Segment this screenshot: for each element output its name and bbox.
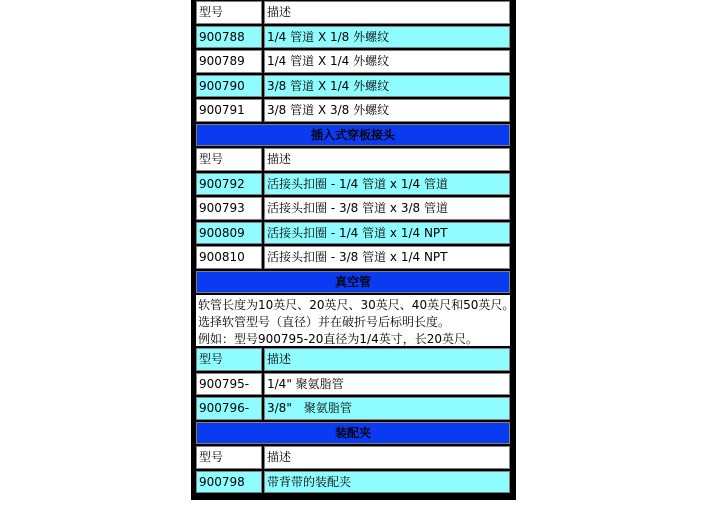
model-cell: 900810 <box>196 246 262 269</box>
desc-cell: 活接头扣圈 - 3/8 管道 x 1/4 NPT <box>264 246 510 269</box>
model-cell: 900796- <box>196 397 262 420</box>
model-cell: 900809 <box>196 222 262 245</box>
desc-cell: 3/8 管道 X 1/4 外螺纹 <box>264 75 510 98</box>
header-model: 型号 <box>196 148 262 171</box>
model-cell: 900791 <box>196 99 262 122</box>
section-header <box>194 270 512 295</box>
model-cell: 900788 <box>196 26 262 49</box>
note-block <box>196 295 515 346</box>
header-desc: 描述 <box>264 446 510 469</box>
desc-cell: 带背带的装配夹 <box>264 471 510 494</box>
table-row <box>194 98 512 123</box>
note-line: 软管长度为10英尺、20英尺、30英尺、40英尺和50英尺。 <box>198 298 515 312</box>
model-cell: 900792 <box>196 173 262 196</box>
table-header-row <box>194 0 512 25</box>
table-header-row <box>194 347 512 372</box>
desc-cell: 3/8" 聚氨脂管 <box>264 397 510 420</box>
desc-cell: 活接头扣圈 - 3/8 管道 x 3/8 管道 <box>264 197 510 220</box>
model-cell: 900798 <box>196 471 262 494</box>
note-line: 例如：型号900795-20直径为1/4英寸，长20英尺。 <box>198 332 478 346</box>
section-header <box>194 421 512 446</box>
note-line: 选择软管型号（直径）并在破折号后标明长度。 <box>198 315 451 329</box>
desc-cell: 活接头扣圈 - 1/4 管道 x 1/4 管道 <box>264 173 510 196</box>
table-row <box>194 372 512 397</box>
desc-cell: 1/4 管道 X 1/8 外螺纹 <box>264 26 510 49</box>
table-header-row <box>194 147 512 172</box>
section-title: 装配夹 <box>196 422 510 445</box>
model-cell: 900795- <box>196 373 262 396</box>
table-header-row <box>194 445 512 470</box>
table-row <box>194 74 512 99</box>
table-row <box>194 49 512 74</box>
desc-cell: 3/8 管道 X 3/8 外螺纹 <box>264 99 510 122</box>
table-row <box>194 221 512 246</box>
header-desc: 描述 <box>264 1 510 24</box>
table-row <box>194 196 512 221</box>
product-table <box>194 0 515 494</box>
table-row <box>194 172 512 197</box>
model-cell: 900793 <box>196 197 262 220</box>
desc-cell: 1/4 管道 X 1/4 外螺纹 <box>264 50 510 73</box>
table-row <box>194 245 512 270</box>
desc-cell: 活接头扣圈 - 1/4 管道 x 1/4 NPT <box>264 222 510 245</box>
table-row <box>194 396 512 421</box>
table-row <box>194 470 512 495</box>
header-desc: 描述 <box>264 348 510 371</box>
header-model: 型号 <box>196 348 262 371</box>
table-row <box>194 25 512 50</box>
section-title: 真空管 <box>196 271 510 294</box>
header-model: 型号 <box>196 1 262 24</box>
section-title: 插入式穿板接头 <box>196 124 510 147</box>
product-table-frame <box>191 0 516 500</box>
header-model: 型号 <box>196 446 262 469</box>
header-desc: 描述 <box>264 148 510 171</box>
section-header <box>194 123 512 148</box>
desc-cell: 1/4" 聚氨脂管 <box>264 373 510 396</box>
model-cell: 900789 <box>196 50 262 73</box>
model-cell: 900790 <box>196 75 262 98</box>
